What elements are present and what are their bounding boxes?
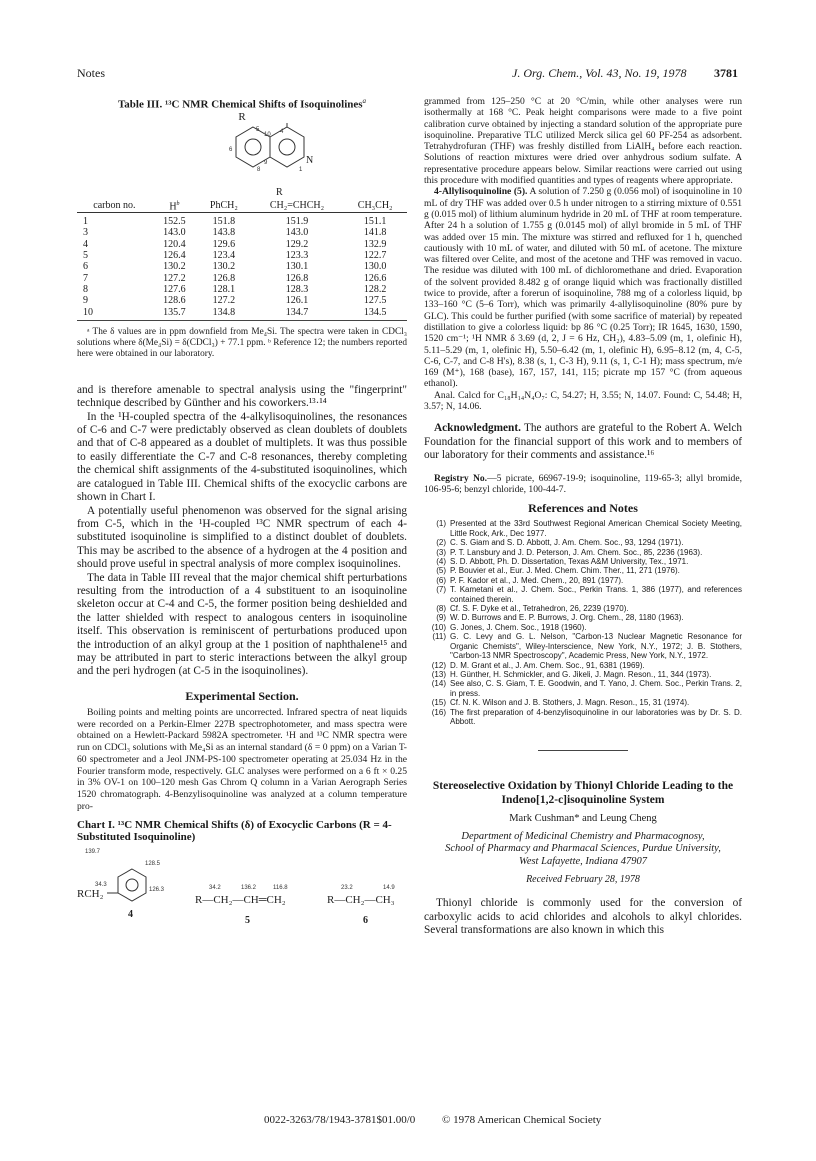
reference-number: (14) <box>431 679 446 689</box>
reference-item <box>424 698 742 707</box>
affiliation: Department of Medicinal Chemistry and Pharmacognosy, School of Pharmacy and Pharmacal Sciences, Purdue University, West Lafayette, Indiana 47907 <box>445 830 721 867</box>
table-cell: 134.5 <box>363 306 387 318</box>
reference-text: See also, C. S. Giam, T. E. Goodwin, and T. Yano, J. Chem. Soc., Perkin Trans. 2, in press. <box>450 679 742 698</box>
reference-number: (11) <box>432 632 446 642</box>
compound-number: 6 <box>363 915 368 926</box>
reference-text: P. T. Lansbury and J. D. Peterson, J. Am. Chem. Soc., 85, 2236 (1963). <box>450 547 703 557</box>
table3-caption: Table III. ¹³C NMR Chemical Shifts of Isoquinolines$^a$ <box>117 97 367 111</box>
paragraph: In the ¹H-coupled spectra of the 4-alkylisoquinolines, the resonances of C-6 and C-7 were predictably observed as clean doublets of doublets and that of C-8 appeared as a doublet of multiplets. It was thus possible to easily differentiate the C-7 and C-8 resonances, thereby completing the chemical shift assignments of the 4-substituted isoquinolines, which are catalogued in Table III. Chemical shifts of the exocyclic carbons are shown in Chart I. <box>77 410 407 504</box>
svg-text:8: 8 <box>257 167 261 174</box>
table-cell: 151.9 <box>285 216 309 228</box>
reference-text: P. Bouvier et al., Eur. J. Med. Chem. Chim. Ther., 11, 271 (1976). <box>450 566 680 576</box>
table-cell: 126.4 <box>163 250 186 262</box>
shift-label: 14.9 <box>383 885 395 891</box>
acknowledgment: Acknowledgment. The authors are grateful to the Robert A. Welch Foundation for the financial support of this work and to members of our laboratory for their comments and assistance.¹⁶ <box>424 422 742 462</box>
isoquinoline-structure <box>77 123 407 187</box>
table-cell: 143.8 <box>212 227 236 239</box>
reference-number: (6) <box>436 575 446 585</box>
reference-item <box>424 604 742 613</box>
reference-item <box>424 519 742 538</box>
paragraph: Anal. Calcd for C₁₈H₁₄N₄O₇: C, 54.27; H, 3.55; N, 14.07. Found: C, 54.48; H, 3.57; N, 14.06. <box>424 389 742 413</box>
reference-number: (13) <box>431 669 446 679</box>
table-cell: 143.0 <box>163 227 186 239</box>
reference-text: C. S. Giam and S. D. Abbott, J. Am. Chem. Soc., 93, 1294 (1971). <box>450 538 684 548</box>
shift-label: 128.5 <box>145 861 161 867</box>
shift-label: 34.2 <box>209 885 221 891</box>
registry: Registry No.—5 picrate, 66967-19-9; isoquinoline, 119-65-3; allyl bromide, 106-95-6; benzyl chloride, 100-44-7. <box>424 472 742 495</box>
reference-text: T. Kametani et al., J. Chem. Soc., Perkin Trans. 1, 386 (1977), and references contained therein. <box>450 585 742 604</box>
reference-item <box>424 566 742 575</box>
table-cell: 8 <box>83 283 88 295</box>
table-cell: 134.8 <box>212 306 236 318</box>
table-cell: 129.6 <box>212 238 236 250</box>
reference-number: (1) <box>436 519 446 529</box>
table-cell: 128.6 <box>163 295 186 307</box>
svg-text:1: 1 <box>299 167 303 174</box>
table-cell: 134.7 <box>285 306 309 318</box>
compound-number: 5 <box>245 915 250 926</box>
table-cell: 126.6 <box>363 272 387 284</box>
reference-item <box>424 585 742 604</box>
svg-text:N: N <box>306 155 314 167</box>
received-date: Received February 28, 1978 <box>526 874 640 886</box>
paragraph: grammed from 125–250 °C at 20 °C/min, while other analyses were run isothermally at 168 °C. Peak height comparisons were made to a five point calibration curve obtained by injecting a standard solution of the appropriate pure isoquinoline. Preparative TLC utilized Merck silica gel 60 PF-254 as adsorbent. Tetrahydrofuran (THF) was freshly distilled from LiAlH₄ before each reaction. Solutions of reaction mixtures were dried over anhydrous sodium sulfate. A representative procedure appears below. Similar reactions were carried out using this procedure with modified quantities and types of reagents where appropriate. <box>424 96 742 187</box>
reference-number: (8) <box>436 604 446 614</box>
paragraph: The data in Table III reveal that the major chemical shift perturbations resulting from the introduction of a 4 substituent to an isoquinoline skeleton occur at C-4 and C-5, the former position being deshielded and the latter shielded with respect to analogous centers in isoquinoline itself. This observation is reminiscent of perturbations produced upon the introduction of an alkyl group at the 1 position of naphthalene¹⁵ and may be attributed in part to steric interactions between the alkyl group and the peri hydrogen (at C-5 in the isoquinolines). <box>77 571 407 678</box>
chart1-structures <box>77 845 407 941</box>
table-cell: 130.1 <box>285 261 309 273</box>
table-row <box>77 273 407 284</box>
reference-item <box>424 576 742 585</box>
reference-number: (15) <box>431 698 446 708</box>
shift-label: 139.7 <box>85 849 101 855</box>
article-intro: Thionyl chloride is commonly used for the conversion of carboxylic acids to acid chlorides and alcohols to alkyl chlorides. Several transformations are also known in which this <box>424 897 742 937</box>
reference-number: (9) <box>436 613 446 623</box>
reference-number: (16) <box>431 707 446 717</box>
table-rule <box>77 320 407 321</box>
paragraph: A potentially useful phenomenon was observed for the signal arising from C-5, which in the ¹H-coupled ¹³C NMR spectrum of each 4-substituted isoquinoline is simplified to a distinct doublet of doublets. This may be ascribed to the absence of a hydrogen at the 4 position and should prove useful in spectral analysis of more complex isoquinolines. <box>77 504 407 571</box>
right-column <box>424 96 742 938</box>
table-cell: 10 <box>83 306 93 318</box>
table-cell: 126.8 <box>285 272 309 284</box>
table-row <box>77 250 407 261</box>
reference-item <box>424 679 742 698</box>
table-row <box>77 213 407 228</box>
reference-item <box>424 548 742 557</box>
running-head-journal: J. Org. Chem., Vol. 43, No. 19, 1978 <box>512 66 687 80</box>
reference-item <box>424 708 742 727</box>
table-cell: 127.6 <box>163 283 186 295</box>
reference-number: (10) <box>431 622 446 632</box>
table-row <box>77 307 407 318</box>
article-authors: Mark Cushman* and Leung Cheng <box>509 813 657 825</box>
reference-number: (4) <box>436 557 446 567</box>
table-cell: 143.0 <box>285 227 309 239</box>
table-cell: 128.2 <box>363 283 387 295</box>
table-cell: 122.7 <box>363 250 387 262</box>
reference-text: W. D. Burrows and E. P. Burrows, J. Org. Chem., 28, 1180 (1963). <box>450 613 684 623</box>
table-cell: 130.2 <box>212 261 236 273</box>
reference-text: Cf. S. F. Dyke et al., Tetrahedron, 26, 2239 (1970). <box>450 604 629 614</box>
reference-number: (5) <box>436 566 446 576</box>
table-row <box>77 261 407 272</box>
table-cell: 120.4 <box>163 238 186 250</box>
shift-label: 136.2 <box>241 885 257 891</box>
table-cell: 123.3 <box>285 250 309 262</box>
paragraph: and is therefore amenable to spectral analysis using the "fingerprint" technique described by Günther and his coworkers.¹³·¹⁴ <box>77 383 407 410</box>
table-cell: 132.9 <box>363 238 387 250</box>
group-header: R <box>276 187 283 199</box>
chart1-caption: Chart I. ¹³C NMR Chemical Shifts (δ) of Exocyclic Carbons (R = 4-Substituted Isoquinoline) <box>77 819 392 843</box>
svg-text:6: 6 <box>229 147 233 154</box>
table-cell: 151.8 <box>212 216 236 228</box>
paragraph: 4-Allylisoquinoline (5). A solution of 7.250 g (0.056 mol) of isoquinoline in 10 mL of dry THF was added over 0.5 h under nitrogen to a stirring mixture of 0.551 g (0.015 mol) of lithium aluminum hydride in 20 mL of THF at room temperature. After 24 h a solution of 1.755 g (0.0145 mol) of allyl bromide in 5 mL of THF was added over 15 min. The mixture was stirred and refluxed for 1 h, quenched cautiously with 10 mL of water, and diluted with 50 mL of acetone. The mixture was filtered over Celite, and most of the acetone and THF was removed in vacuo. The residue was diluted with 100 mL of dichloromethane and dried. Evaporation of the solvent provided 8.482 g of orange liquid which was fractionally distilled twice to provide, after a forerun of isoquinoline, 788 mg of a colorless liquid, bp 133–160 °C (5–6 Torr), which was primarily 4-allylisoquinoline (80% pure by GLC). This could be further purified (with some sacrifice of material) by repeated distillation to give a colorless liquid: bp 86 °C (0.25 Torr); IR 1645, 1630, 1590, 1520 cm⁻¹; ¹H NMR δ 3.69 (d, 2, J = 6 Hz, CH₂), 4.83–5.09 (m, 1, olefinic H), 5.11–5.29 (m, 1, olefinic H), 5.50–6.42 (m, 1, olefinic H), 6.95–8.12 (m, 4, C-5, C-6, C-7, and C-8 H's), 8.38 (s, 1, C-3 H), 9.11 (s, 1, C-1 H); mass spectrum, m/e 169 (M⁺), 168 (base), 167, 157, 141, 115; picrate mp 157 °C (from aqueous ethanol). <box>424 186 742 390</box>
footer-code: 0022-3263/78/1943-3781$01.00/0 <box>264 1114 416 1126</box>
compound-number: 4 <box>128 909 133 920</box>
col-header: PhCH₂ <box>197 199 251 213</box>
col-header: carbon no. <box>77 199 152 213</box>
table3-footnote: ᵃ The δ values are in ppm downfield from Me₄Si. The spectra were taken in CDCl₃ solutions where δ(Me₄Si) = δ(CDCl₃) + 77.1 ppm. ᵇ Reference 12; the numbers reported here were obtained in our laboratory. <box>77 326 407 359</box>
reference-text: The first preparation of 4-benzylisoquinoline in our laboratories was by Dr. S. D. Abbott. <box>450 707 742 726</box>
reference-number: (12) <box>431 660 446 670</box>
shift-label: 116.8 <box>273 885 288 891</box>
table-cell: 127.5 <box>363 295 387 307</box>
divider <box>538 750 628 751</box>
reference-text: D. M. Grant et al., J. Am. Chem. Soc., 91, 6381 (1969). <box>450 660 645 670</box>
table-cell: 7 <box>83 272 88 284</box>
table-row <box>77 284 407 295</box>
experimental-text: Boiling points and melting points are uncorrected. Infrared spectra of neat liquids were recorded on a Perkin-Elmer 227B spectrophotometer, and mass spectra were obtained on a Hewlett-Packard 5982A spectrometer. ¹H and ¹³C NMR spectra were run on CDCl₃ solutions with Me₄Si as an internal standard (δ = 0 ppm) on a Varian T-60 spectrometer and a Jeol JNM-PS-100 spectrometer operating at 25.034 Hz in the Fourier transform mode, respectively. GLC analyses were performed on a 6 ft × 0.25 in 3% OV-1 on 100–120 mesh Gas Chrom Q column in a Varian Aerograph Series 1520 chromatograph. 4-Benzylisoquinoline was analyzed at a column temperature pro- <box>77 707 407 812</box>
shift-label: 34.3 <box>95 882 107 888</box>
reference-item <box>424 538 742 547</box>
reference-text: G. Jones, J. Chem. Soc., 1918 (1960). <box>450 622 587 632</box>
reference-text: S. D. Abbott, Ph. D. Dissertation, Texas A&M University, Tex., 1971. <box>450 557 689 567</box>
reference-item <box>424 557 742 566</box>
table-cell: 129.2 <box>285 238 309 250</box>
reference-text: P. F. Kador et al., J. Med. Chem., 20, 891 (1977). <box>450 575 624 585</box>
col-header: CH₃CH₂ <box>343 199 407 213</box>
shift-label: 126.3 <box>149 887 165 893</box>
left-column <box>77 96 407 941</box>
table-cell: 127.2 <box>212 295 236 307</box>
reference-number: (3) <box>436 547 446 557</box>
table-cell: 126.8 <box>212 272 236 284</box>
reference-item <box>424 670 742 679</box>
reference-number: (2) <box>436 538 446 548</box>
table-row <box>77 295 407 306</box>
table-row <box>77 227 407 238</box>
col-header: CH₂=CHCH₂ <box>251 199 344 213</box>
svg-text:4: 4 <box>280 129 284 136</box>
table-cell: 126.1 <box>285 295 309 307</box>
reference-item <box>424 661 742 670</box>
formula: R—CH₂—CH═CH₂ <box>195 894 286 906</box>
table-cell: 3 <box>83 227 88 239</box>
table-cell: 152.5 <box>163 216 186 228</box>
table-cell: 151.1 <box>363 216 387 228</box>
table-cell: 130.0 <box>363 261 387 273</box>
footer-copyright: © 1978 American Chemical Society <box>442 1114 602 1126</box>
table-cell: 1 <box>83 216 88 228</box>
reference-text: G. C. Levy and G. L. Nelson, "Carbon-13 Nuclear Magnetic Resonance for Organic Chemists", Wiley-Interscience, New York, N.Y., 1972; J. B. Stothers, "Carbon-13 NMR Spectroscopy", Academic Press, New York, N.Y., 1972. <box>450 632 742 661</box>
table-cell: 127.2 <box>163 272 186 284</box>
nmr-table <box>77 187 407 318</box>
article-title: Stereoselective Oxidation by Thionyl Chloride Leading to the Indeno[1,2-c]isoquinoline System <box>432 780 734 807</box>
svg-text:5: 5 <box>256 127 260 134</box>
svg-text:10: 10 <box>264 132 271 139</box>
reference-text: H. Günther, H. Schmickler, and G. Jikeli, J. Magn. Reson., 11, 344 (1973). <box>450 669 712 679</box>
table-cell: 130.2 <box>163 261 186 273</box>
formula: RCH₂ <box>77 888 104 900</box>
reference-item <box>424 613 742 622</box>
col-header: $H^b$ <box>152 199 197 213</box>
structure-R-label: R <box>238 110 246 123</box>
table-cell: 141.8 <box>363 227 387 239</box>
references-list <box>424 519 742 726</box>
reference-text: Cf. N. K. Wilson and J. B. Stothers, J. Magn. Reson., 15, 31 (1974). <box>450 698 690 708</box>
table-cell: 4 <box>83 238 88 250</box>
table-cell: 6 <box>83 261 88 273</box>
table-cell: 9 <box>83 295 88 307</box>
formula: R—CH₂—CH₃ <box>327 894 395 906</box>
table-row <box>77 239 407 250</box>
experimental-heading: Experimental Section. <box>185 688 299 703</box>
table-cell: 128.3 <box>285 283 309 295</box>
running-head-left: Notes <box>77 66 105 80</box>
reference-item <box>424 632 742 660</box>
reference-item <box>424 623 742 632</box>
reference-number: (7) <box>436 585 446 595</box>
page-number: 3781 <box>714 66 738 80</box>
table-cell: 5 <box>83 250 88 262</box>
reference-text: Presented at the 33rd Southwest Regional American Chemical Society Meeting, Little Rock, Ark., Dec 1977. <box>450 519 742 538</box>
table-cell: 128.1 <box>212 283 236 295</box>
references-heading: References and Notes <box>528 501 638 516</box>
table-cell: 123.4 <box>212 250 236 262</box>
svg-text:9: 9 <box>264 160 268 167</box>
shift-label: 23.2 <box>341 885 353 891</box>
table-cell: 135.7 <box>163 306 186 318</box>
